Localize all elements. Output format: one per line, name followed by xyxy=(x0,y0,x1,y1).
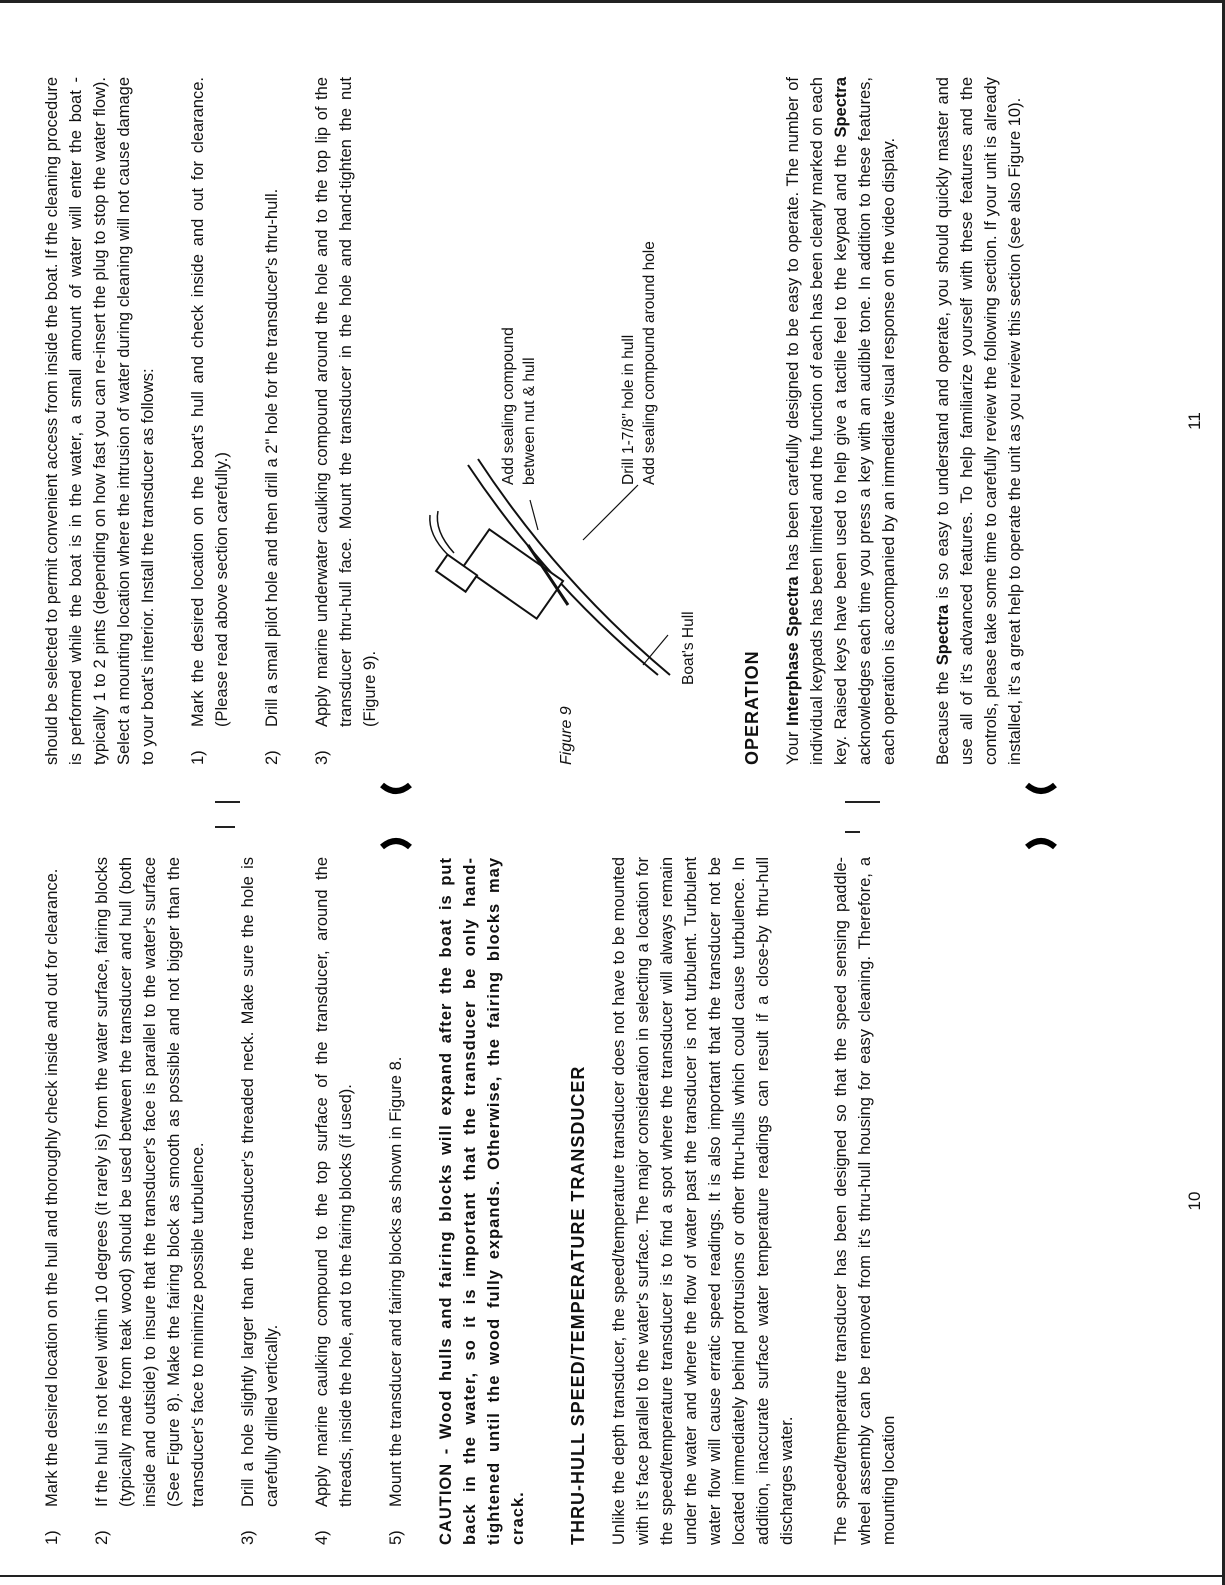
brand-name: Spectra xyxy=(934,604,952,666)
section-heading-operation: OPERATION xyxy=(742,650,762,765)
item-text: Drill a small pilot hole and then drill a 2" hole for the transducer's thru-hull. xyxy=(263,188,281,727)
item-number: 2) xyxy=(263,750,281,765)
figure-label-hole-1: Drill 1-7/8" hole in hull xyxy=(620,334,637,485)
figure-caption: Figure 9 xyxy=(558,706,575,765)
text-run: has been carefully designed to be easy to operate. The number of individual keypads has been limited and the function of each has been clearly marked on each key. Raised keys have been used to help give a tactile feel to the keypad and the xyxy=(784,77,850,765)
body-paragraph: The speed/temperature transducer has been designed so that the speed sensing paddle-wheel assembly can be removed from it's thru-hull housing for easy cleaning. Therefore, a mounting location xyxy=(832,857,898,1545)
text-run: is so easy to understand and operate, you should quickly master and use all of it's advanced features. To help familiarize yourself with these features and the controls, please take some time to carefully review the following section. If your unit is already installed, it's a great help to operate the unit as you review this section (see also Figure 10). xyxy=(934,77,1024,765)
text-run: Because the xyxy=(934,665,952,765)
list-item xyxy=(310,77,382,765)
item-number: 5) xyxy=(387,1530,405,1545)
body-paragraph xyxy=(931,77,1027,765)
list-item xyxy=(186,77,234,765)
item-number: 3) xyxy=(313,750,331,765)
item-text: Apply marine caulking compound to the top surface of the transducer, around the threads, inside the hole, and to the fairing blocks (if used). xyxy=(313,857,355,1507)
figure-9 xyxy=(408,77,708,765)
item-number: 2) xyxy=(93,1530,111,1545)
item-text: Drill a hole slightly larger than the transducer's threaded neck. Make sure the hole is carefully drilled vertically. xyxy=(239,857,281,1507)
page-number: 10 xyxy=(1185,1191,1204,1211)
binding-marks xyxy=(40,767,1180,857)
figure-label-nut-2: between nut & hull xyxy=(521,357,538,485)
brand-name: Spectra xyxy=(832,77,850,138)
body-paragraph: Unlike the depth transducer, the speed/temperature transducer does not have to be mounted with it's face parallel to the water's surface. The major consideration in selecting a location for the speed/temperature transducer is to find a spot where the transducer will always remain under the water and where the flow of water past the transducer is not turbulent. Turbulent water flow will cause erratic speed readings. It is also important that the transducer not be located immediately behind protrusions or other thru-hulls which could cause turbulence. In addition, inaccurate surface water temperature readings can result if a close-by thru-hull discharges water. xyxy=(610,857,796,1545)
list-item xyxy=(40,857,64,1545)
item-number: 4) xyxy=(313,1530,331,1545)
item-text: Mark the desired location on the boat's hull and check inside and out for clearance. (Please read above section carefully.) xyxy=(189,77,231,727)
item-text: Apply marine underwater caulking compound around the hole and to the top lip of the transducer thru-hull face. Mount the transducer in the hole and hand-tighten the nut (Figure 9). xyxy=(313,77,379,727)
item-text: If the hull is not level within 10 degrees (it rarely is) from the water surface, fairing blocks (typically made from teak wood) should be used between the transducer and hull (both inside and outside) to insure that the transducer's face is parallel to the water's surface (See Figure 8). Make the fairing block as smooth as possible and not bigger than the transducer's face to minimize possible turbulence. xyxy=(93,857,207,1507)
figure-label-hull: Boat's Hull xyxy=(680,611,697,685)
list-item xyxy=(90,857,210,1545)
list-item xyxy=(260,77,284,765)
text-run: acknowledges each time you press a key with an audible tone. In addition to these features, each operation is accompanied by an immediate visual response on the video display. xyxy=(856,77,898,765)
item-text: Mount the transducer and fairing blocks as shown in Figure 8. xyxy=(387,1056,405,1507)
section-heading-thru-hull: THRU-HULL SPEED/TEMPERATURE TRANSDUCER xyxy=(568,1065,588,1545)
transducer-illustration xyxy=(408,445,708,705)
item-text: Mark the desired location on the hull and thoroughly check inside and out for clearance. xyxy=(43,868,61,1507)
brand-name: Interphase Spectra xyxy=(784,576,802,726)
text-run: Your xyxy=(784,725,802,765)
list-item xyxy=(384,857,408,1545)
body-paragraph: should be selected to permit convenient access from inside the boat. If the cleaning procedure is performed while the boat is in the water, a small amount of water will enter the boat - typically 1 to 2 pints (depending on how fast you can re-insert the plug to stop the water flow). Select a mounting location where the intrusion of water during cleaning will not cause damage to your boat's interior. Install the transducer as follows: xyxy=(43,77,157,765)
list-item xyxy=(310,857,358,1545)
item-number: 3) xyxy=(239,1530,257,1545)
page-11 xyxy=(40,77,1204,765)
caution-note: CAUTION - Wood hulls and fairing blocks will expand after the boat is put back in the water, so it is important that the transducer be only hand-tightened until the wood fully expands. Otherwise, the fairing blocks may crack. xyxy=(437,857,527,1545)
page-number: 11 xyxy=(1185,412,1204,430)
figure-label-hole-2: Add sealing compound around hole xyxy=(641,241,658,485)
item-number: 1) xyxy=(43,1530,61,1545)
body-paragraph xyxy=(781,77,901,765)
figure-label-nut-1: Add sealing compound xyxy=(500,327,517,485)
list-item xyxy=(236,857,284,1545)
item-number: 1) xyxy=(189,750,207,765)
page-10 xyxy=(40,857,1204,1545)
